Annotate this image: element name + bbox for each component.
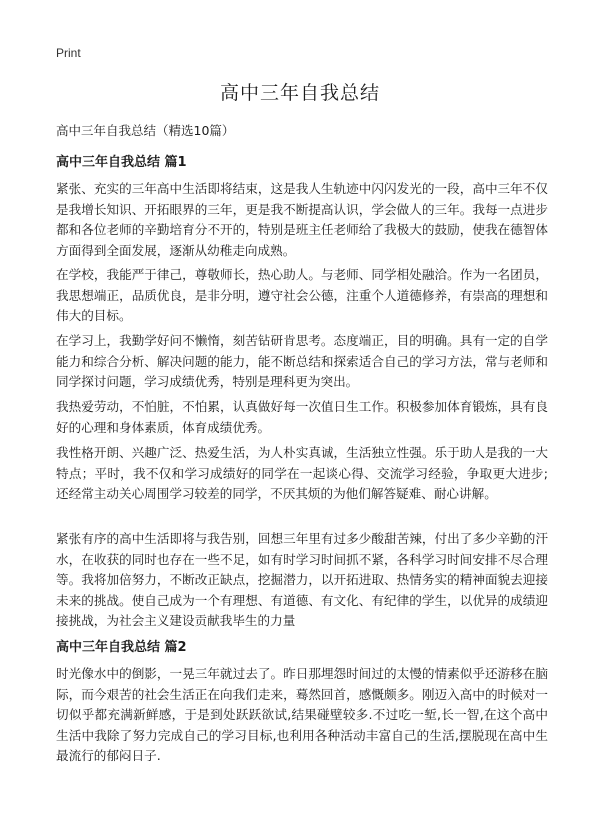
paragraph: 在学习上，我勤学好问不懒惰，刻苦钻研肯思考。态度端正，目的明确。具有一定的自学能力和综合分析、解决问题的能力，能不断总结和探索适合自己的学习方法，常与老师和同学探讨问题，学习成绩优秀，特别是理科更为突出。 xyxy=(56,333,548,389)
paragraph: 紧张有序的高中生活即将与我告别，回想三年里有过多少酸甜苦辣，付出了多少辛勤的汗水，在收获的同时也存在一些不足，如有时学习时间抓不紧，各科学习时间安排不尽合理等。我将加倍努力，不断改正缺点，挖掘潜力，以开拓进取、热情务实的精神面貌去迎接未来的挑战。使自己成为一个有理想、有道德、有文化、有纪律的学生，以优异的成绩迎接挑战，为社会主义建设贡献我毕生的力量 xyxy=(56,531,548,628)
print-link[interactable]: Print xyxy=(56,46,81,60)
paragraph: 在学校，我能严于律己，尊敬师长，热心助人。与老师、同学相处融洽。作为一名团员，我思想端正，品质优良，是非分明，遵守社会公德，注重个人道德修养，有崇高的理想和伟大的目标。 xyxy=(56,267,548,323)
paragraph: 紧张、充实的三年高中生活即将结束，这是我人生轨迹中闪闪发光的一段，高中三年不仅是我增长知识、开拓眼界的三年，更是我不断提高认识，学会做人的三年。我每一点进步都和各位老师的辛勤培育分不开的，特别是班主任老师给了我极大的鼓励，使我在德智体方面得到全面发展，逐渐从幼稚走向成熟。 xyxy=(56,181,548,258)
section-heading: 高中三年自我总结 篇2 xyxy=(56,640,187,655)
paragraph: 我热爱劳动，不怕脏，不怕累，认真做好每一次值日生工作。积极参加体育锻炼，具有良好的心理和身体素质，体育成绩优秀。 xyxy=(56,399,548,435)
document-subtitle: 高中三年自我总结（精选10篇） xyxy=(56,123,235,138)
section-heading: 高中三年自我总结 篇1 xyxy=(56,155,187,170)
page-title: 高中三年自我总结 xyxy=(219,82,380,104)
paragraph: 时光像水中的倒影，一晃三年就过去了。昨日那埋怨时间过的太慢的情素似乎还游移在脑际，而今艰苦的社会生活正在向我们走来，蓦然回首，感慨颇多。刚迈入高中的时候对一切似乎都充满新鲜感，于是到处跃跃欲试,结果碰壁较多.不过吃一堑,长一智,在这个高中生活中我除了努力完成自己的学习目标,也利用各种活动丰富自己的生活,摆脱现在高中生最流行的郁闷日子. xyxy=(56,666,548,763)
paragraph: 我性格开朗、兴趣广泛、热爱生活，为人朴实真诚，生活独立性强。乐于助人是我的一大特点；平时，我不仅和学习成绩好的同学在一起谈心得、交流学习经验，争取更大进步;还经常主动关心周围学习较差的同学，不厌其烦的为他们解答疑难、耐心讲解。 xyxy=(56,445,548,501)
